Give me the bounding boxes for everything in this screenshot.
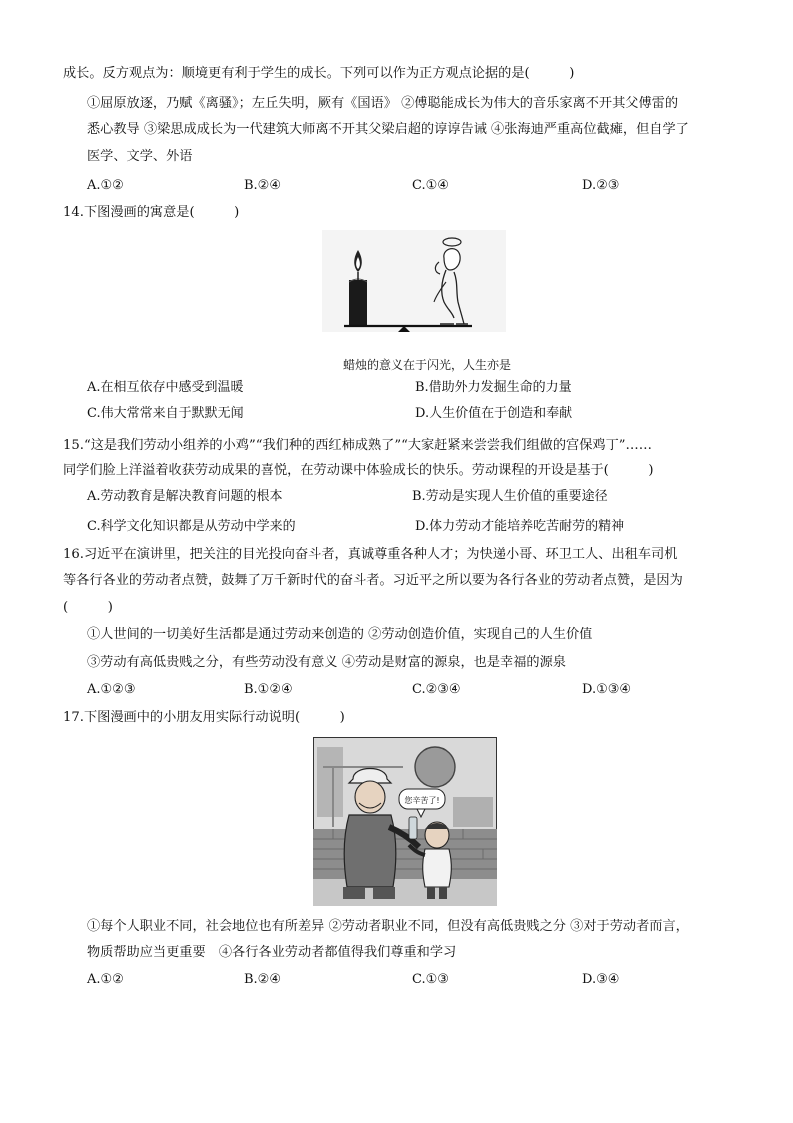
q16-option-b: B.①②④ <box>244 682 293 697</box>
q16-items-line-2: ③劳动有高低贵贱之分，有些劳动没有意义 ④劳动是财富的源泉，也是幸福的源泉 <box>87 655 566 670</box>
q17-option-b: B.②④ <box>244 972 281 987</box>
q16-option-a: A.①②③ <box>87 682 136 697</box>
q14-option-b: B.借助外力发掘生命的力量 <box>415 380 572 395</box>
q14-option-a: A.在相互依存中感受到温暖 <box>87 380 244 395</box>
q16-stem-line-1: 16.习近平在演讲里，把关注的目光投向奋斗者，真诚尊重各种人才；为快递小哥、环卫工人、出租车司机 <box>63 547 678 562</box>
q17-items-line-1: ①每个人职业不同，社会地位也有所差异 ②劳动者职业不同，但没有高低贵贱之分 ③对于劳动者而言， <box>87 919 689 934</box>
q14-stem: 14.下图漫画的寓意是( ) <box>63 205 240 220</box>
q16-stem-line-2: 等各行各业的劳动者点赞，鼓舞了万千新时代的奋斗者。习近平之所以要为各行各业的劳动者点赞，是因为 <box>63 573 683 588</box>
q17-option-a: A.①② <box>87 972 124 987</box>
q15-option-c: C.科学文化知识都是从劳动中学来的 <box>87 519 296 534</box>
q13-items-line-1: ①屈原放逐，乃赋《离骚》；左丘失明，厥有《国语》 ②傅聪能成长为伟大的音乐家离不开其父傅雷的 <box>87 96 679 111</box>
q14-option-c: C.伟大常常来自于默默无闻 <box>87 406 244 421</box>
q16-option-d: D.①③④ <box>582 682 632 697</box>
q13-option-c: C.①④ <box>412 178 449 193</box>
q17-option-c: C.①③ <box>412 972 449 987</box>
q15-option-a: A.劳动教育是解决教育问题的根本 <box>87 489 283 504</box>
q17-option-d: D.③④ <box>582 972 620 987</box>
q13-option-d: D.②③ <box>582 178 620 193</box>
q14-option-d: D.人生价值在于创造和奉献 <box>415 406 573 421</box>
q13-items-line-2: 悉心教导 ③梁思成成长为一代建筑大师离不开其父梁启超的谆谆告诫 ④张海迪严重高位截瘫，但自学了 <box>87 122 689 137</box>
q14-figure-caption: 蜡烛的意义在于闪光，人生亦是 <box>343 358 512 372</box>
q15-option-b: B.劳动是实现人生价值的重要途径 <box>412 489 608 504</box>
q13-items-line-3: 医学、文学、外语 <box>87 149 193 164</box>
q15-stem-line-2: 同学们脸上洋溢着收获劳动成果的喜悦，在劳动课中体验成长的快乐。劳动课程的开设是基于( ) <box>63 463 654 478</box>
q13-stem-continuation: 成长。反方观点为：顺境更有利于学生的成长。下列可以作为正方观点论据的是( ) <box>63 66 575 81</box>
q15-option-d: D.体力劳动才能培养吃苦耐劳的精神 <box>415 519 625 534</box>
worker-cartoon-figure <box>313 737 497 906</box>
q13-option-b: B.②④ <box>244 178 281 193</box>
q17-items-line-2: 物质帮助应当更重要 ④各行各业劳动者都值得我们尊重和学习 <box>87 945 457 960</box>
q17-stem: 17.下图漫画中的小朋友用实际行动说明( ) <box>63 710 345 725</box>
q16-stem-line-3: ( ) <box>63 600 113 615</box>
speech-bubble-text: 您辛苦了! <box>404 796 440 805</box>
q16-items-line-1: ①人世间的一切美好生活都是通过劳动来创造的 ②劳动创造价值，实现自己的人生价值 <box>87 627 593 642</box>
q16-option-c: C.②③④ <box>412 682 461 697</box>
q15-stem-line-1: 15.“这是我们劳动小组养的小鸡”“我们种的西红柿成熟了”“大家赶紧来尝尝我们组做的宫保鸡丁”…… <box>63 438 652 453</box>
candle-cartoon-figure <box>322 230 506 332</box>
q13-option-a: A.①② <box>87 178 124 193</box>
